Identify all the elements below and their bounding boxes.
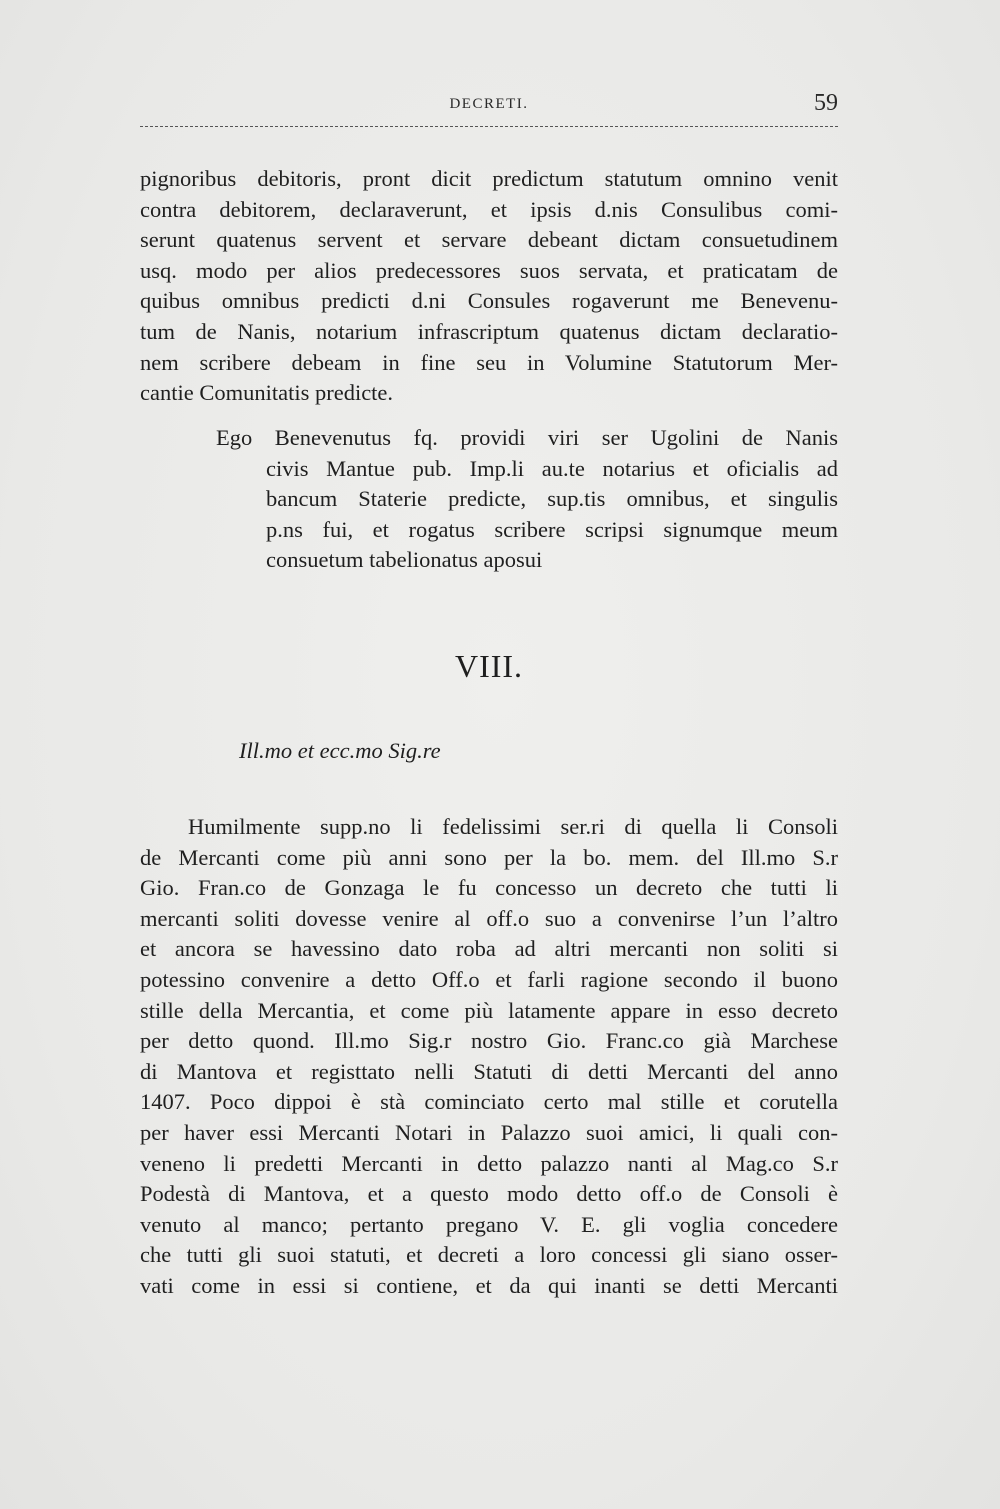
text-line: et ancora se havessino dato roba ad altri mercanti non soliti si	[140, 936, 838, 962]
text-line: potessino convenire a detto Off.o et farli ragione secondo il buono	[140, 966, 838, 992]
text-line: p.ns fui, et rogatus scribere scripsi signumque meum	[266, 516, 838, 542]
text-line: de Mercanti come più anni sono per la bo. mem. del Ill.mo S.r	[140, 844, 838, 870]
text-line: che tutti gli suoi statuti, et decreti a loro concessi gli siano osser-	[140, 1242, 838, 1268]
text-line: mercanti soliti dovesse venire al off.o suo a convenirse l’un l’altro	[140, 905, 838, 931]
section-number: VIII.	[454, 648, 524, 684]
text-line: stille della Mercantia, et come più latamente appare in esso decreto	[140, 997, 838, 1023]
text-line: nem scribere debeam in fine seu in Volumine Statutorum Mer-	[140, 349, 838, 375]
salutation: Ill.mo et ecc.mo Sig.re	[239, 738, 441, 763]
text-line: Humilmente supp.no li fedelissimi ser.ri di quella li Consoli	[188, 814, 838, 839]
text-line: contra debitorem, declaraverunt, et ipsis d.nis Consulibus comi-	[140, 196, 838, 222]
text-line: Ego Benevenutus fq. providi viri ser Ugolini de Nanis	[216, 425, 838, 450]
text-line: tum de Nanis, notarium infrascriptum quatenus dictam declaratio-	[140, 318, 838, 344]
text-line: Podestà di Mantova, et a questo modo detto off.o de Consoli è	[140, 1181, 838, 1207]
paragraph-decree-conclusion	[140, 164, 838, 409]
text-line: quibus omnibus predicti d.ni Consules rogaverunt me Benevenu-	[140, 288, 838, 314]
text-line: cantie Comunitatis predicte.	[140, 380, 394, 406]
page-number: 59	[814, 90, 838, 116]
text-line: bancum Staterie predicte, sup.tis omnibus, et singulis	[266, 486, 838, 512]
text-line: per haver essi Mercanti Notari in Palazzo suoi amici, li quali con-	[140, 1119, 838, 1145]
text-line: consuetum tabelionatus aposui	[266, 547, 543, 573]
text-line: veneno li predetti Mercanti in detto palazzo nanti al Mag.co S.r	[140, 1150, 838, 1176]
paragraph-petition	[140, 812, 838, 1302]
text-line: serunt quatenus servent et servare debeant dictam consuetudinem	[140, 227, 838, 253]
text-line: vati come in essi si contiene, et da qui inanti se detti Mercanti	[140, 1272, 838, 1298]
page-header	[140, 90, 838, 130]
text-line: di Mantova et registtato nelli Statuti di detti Mercanti del anno	[140, 1058, 838, 1084]
text-line: civis Mantue pub. Imp.li au.te notarius et oficialis ad	[266, 455, 838, 481]
text-line: per detto quond. Ill.mo Sig.r nostro Gio. Franc.co già Marchese	[140, 1028, 838, 1054]
notary-subscription	[216, 423, 838, 576]
text-line: Gio. Fran.co de Gonzaga le fu concesso un decreto che tutti li	[140, 875, 838, 901]
text-line: usq. modo per alios predecessores suos servata, et praticatam de	[140, 257, 838, 283]
text-line: venuto al manco; pertanto pregano V. E. gli voglia concedere	[140, 1211, 838, 1237]
text-line: pignoribus debitoris, pront dicit predictum statutum omnino venit	[140, 166, 838, 191]
running-head: DECRETI.	[449, 96, 529, 112]
header-rule	[140, 126, 838, 127]
text-line: 1407. Poco dippoi è stà cominciato certo mal stille et corutella	[140, 1089, 838, 1115]
